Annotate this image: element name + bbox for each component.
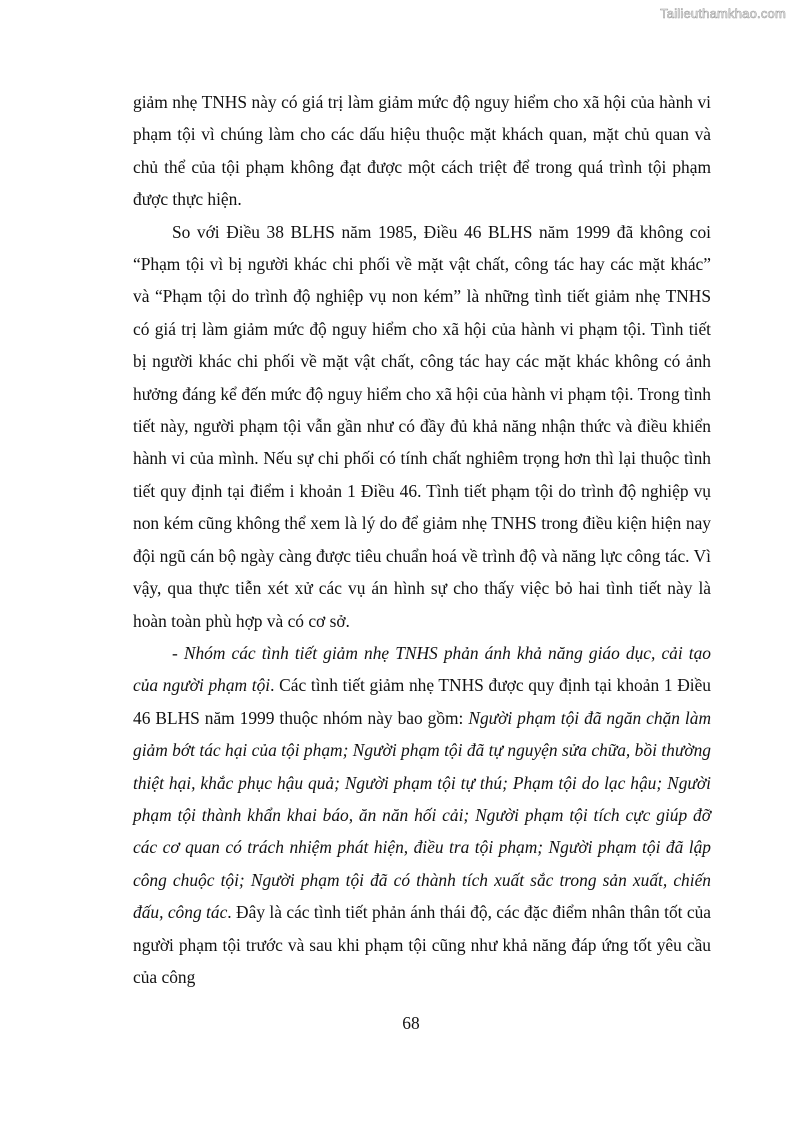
group-heading-italic: - Nhóm các tình tiết giảm nhẹ TNHS phản ánh khả năng giáo dục, cải tạo của người phạm tội <box>133 642 711 696</box>
group-conclusion-text: . Đây là các tình tiết phản ánh thái độ, các đặc điểm nhân thân tốt của người phạm tội trước và sau khi phạm tội cũng như khả năng đáp ứng tốt yêu cầu của công <box>133 902 712 987</box>
paragraph-group-mitigating <box>133 637 711 993</box>
group-intro-text: . Các tình tiết giảm nhẹ TNHS được quy định tại khoản 1 Điều 46 BLHS năm 1999 thuộc nhóm này bao gồm: <box>133 675 711 728</box>
document-body <box>133 86 711 993</box>
paragraph-comparison: So với Điều 38 BLHS năm 1985, Điều 46 BLHS năm 1999 đã không coi “Phạm tội vì bị người khác chi phối về mặt vật chất, công tác hay các mặt khác” và “Phạm tội do trình độ nghiệp vụ non kém” là những tình tiết giảm nhẹ TNHS có giá trị làm giảm mức độ nguy hiểm cho xã hội của hành vi phạm tội. Tình tiết bị người khác chi phối về mặt vật chất, công tác hay các mặt khác không có ảnh hưởng đáng kể đến mức độ nguy hiểm cho xã hội của hành vi phạm tội. Trong tình tiết này, người phạm tội vẫn gần như có đầy đủ khả năng nhận thức và điều khiển hành vi của mình. Nếu sự chi phối có tính chất nghiêm trọng hơn thì lại thuộc tình tiết quy định tại điểm i khoản 1 Điều 46. Tình tiết phạm tội do trình độ nghiệp vụ non kém cũng không thể xem là lý do để giảm nhẹ TNHS trong điều kiện hiện nay đội ngũ cán bộ ngày càng được tiêu chuẩn hoá về trình độ và năng lực công tác. Vì vậy, qua thực tiễn xét xử các vụ án hình sự cho thấy việc bỏ hai tình tiết này là hoàn toàn phù hợp và có cơ sở. <box>133 221 711 631</box>
page-number: 68 <box>402 1013 420 1033</box>
mitigating-factors-list: Người phạm tội đã ngăn chặn làm giảm bớt tác hại của tội phạm; Người phạm tội đã tự nguyện sửa chữa, bồi thường thiệt hại, khắc phục hậu quả; Người phạm tội tự thú; Phạm tội do lạc hậu; Người phạm tội thành khẩn khai báo, ăn năn hối cải; Người phạm tội tích cực giúp đỡ các cơ quan có trách nhiệm phát hiện, điều tra tội phạm; Người phạm tội đã lập công chuộc tội; Người phạm tội đã có thành tích xuất sắc trong sản xuất, chiến đấu, công tác <box>133 707 712 923</box>
paragraph-continuation: giảm nhẹ TNHS này có giá trị làm giảm mức độ nguy hiểm cho xã hội của hành vi phạm tội vì chúng làm cho các dấu hiệu thuộc mặt khách quan, mặt chủ quan và chủ thể của tội phạm không đạt được một cách triệt để trong quá trình tội phạm được thực hiện. <box>133 92 711 210</box>
watermark-text: Tailieuthamkhao.com <box>660 6 786 21</box>
